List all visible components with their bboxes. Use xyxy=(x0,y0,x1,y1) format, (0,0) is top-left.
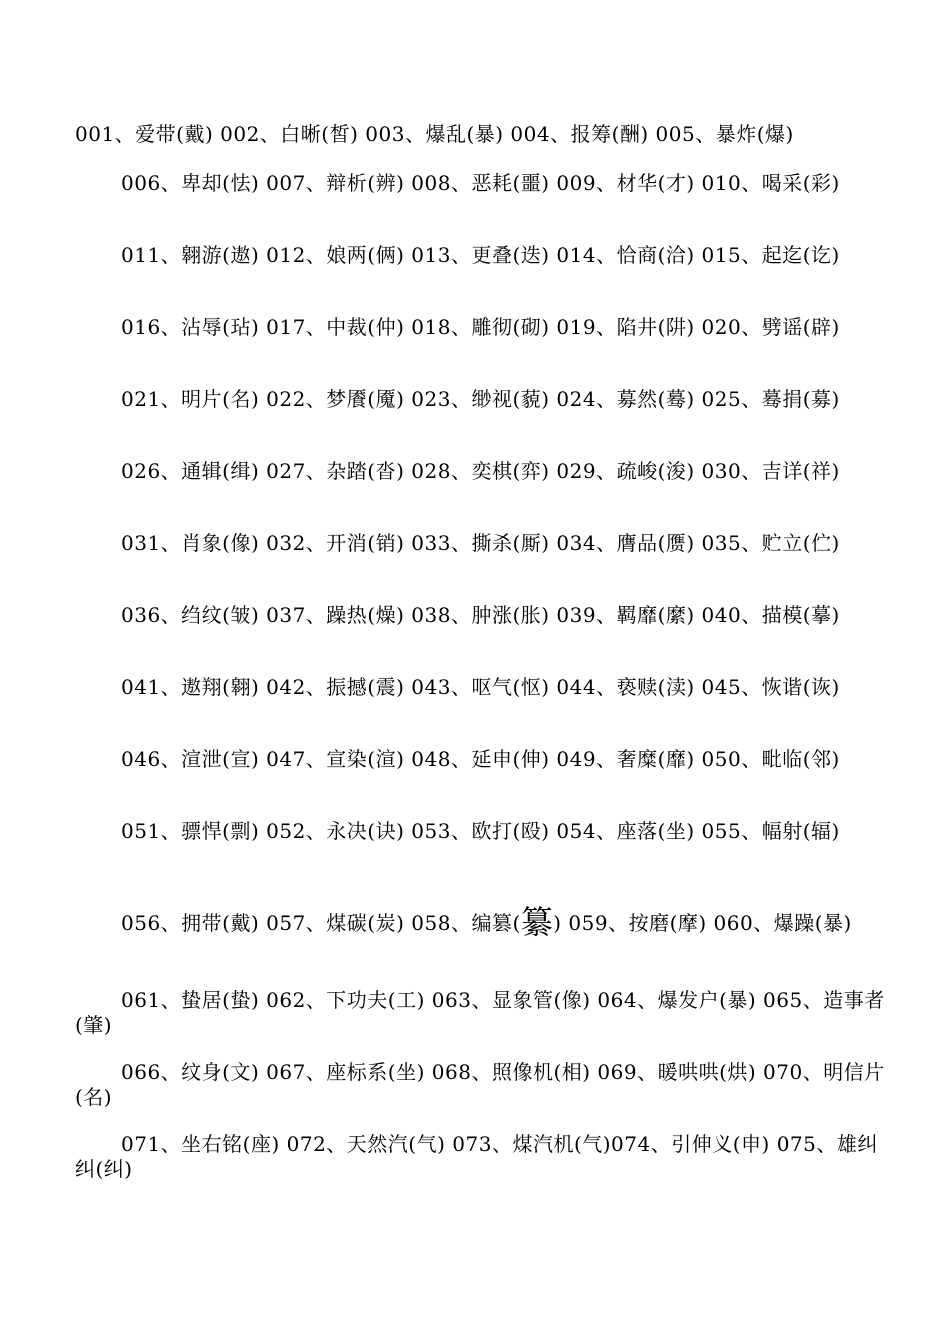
paragraph-011-015: 011、翱游(遨) 012、娘两(俩) 013、更叠(迭) 014、恰商(洽) 015、起迄(讫) xyxy=(121,243,840,267)
paragraph-066-070: 066、纹身(文) 067、座标系(坐) 068、照像机(相) 069、暖哄哄(烘) 070、明信片(名) xyxy=(75,1060,885,1109)
paragraph-056-060-after: ) 059、按磨(摩) 060、爆躁(暴) xyxy=(553,911,852,935)
paragraph-026-030: 026、通辑(缉) 027、杂踏(沓) 028、奕棋(弈) 029、疏峻(浚) 030、吉详(祥) xyxy=(121,459,840,483)
paragraph-046-050: 046、渲泄(宣) 047、宣染(渲) 048、延申(伸) 049、奢糜(靡) 050、毗临(邻) xyxy=(121,747,840,771)
paragraph-051-055: 051、骠悍(剽) 052、永决(诀) 053、欧打(殴) 054、座落(坐) 055、幅射(辐) xyxy=(121,819,840,843)
paragraph-036-040: 036、绉纹(皱) 037、躁热(燥) 038、肿涨(胀) 039、羁靡(縻) 040、描模(摹) xyxy=(121,603,840,627)
paragraph-061-065: 061、蛰居(蛰) 062、下功夫(工) 063、显象管(像) 064、爆发户(暴) 065、造事者(肇) xyxy=(75,988,885,1037)
paragraph-001-005: 001、爱带(戴) 002、白晰(皙) 003、爆乱(暴) 004、报筹(酬) 005、暴炸(爆) xyxy=(75,122,794,146)
enlarged-character: 纂 xyxy=(520,903,554,941)
paragraph-056-060 xyxy=(75,903,887,941)
paragraph-041-045: 041、遨翔(翱) 042、振撼(震) 043、呕气(怄) 044、亵赎(渎) 045、恢谐(诙) xyxy=(121,675,840,699)
paragraph-021-025: 021、明片(名) 022、梦餍(魇) 023、缈视(藐) 024、募然(蓦) 025、蓦捐(募) xyxy=(121,387,840,411)
paragraph-006-010: 006、卑却(怯) 007、辩析(辨) 008、恶耗(噩) 009、材华(才) 010、喝采(彩) xyxy=(121,171,840,195)
paragraph-016-020: 016、沾辱(玷) 017、中裁(仲) 018、雕彻(砌) 019、陷井(阱) 020、劈谣(辟) xyxy=(121,315,840,339)
paragraph-031-035: 031、肖象(像) 032、开消(销) 033、撕杀(厮) 034、膺品(赝) 035、贮立(伫) xyxy=(121,531,840,555)
paragraph-071-075: 071、坐右铭(座) 072、天然汽(气) 073、煤汽机(气)074、引伸义(申) 075、雄纠纠(纠) xyxy=(75,1132,878,1181)
paragraph-056-060-before: 056、拥带(戴) 057、煤碳(炭) 058、编篡( xyxy=(121,911,521,935)
